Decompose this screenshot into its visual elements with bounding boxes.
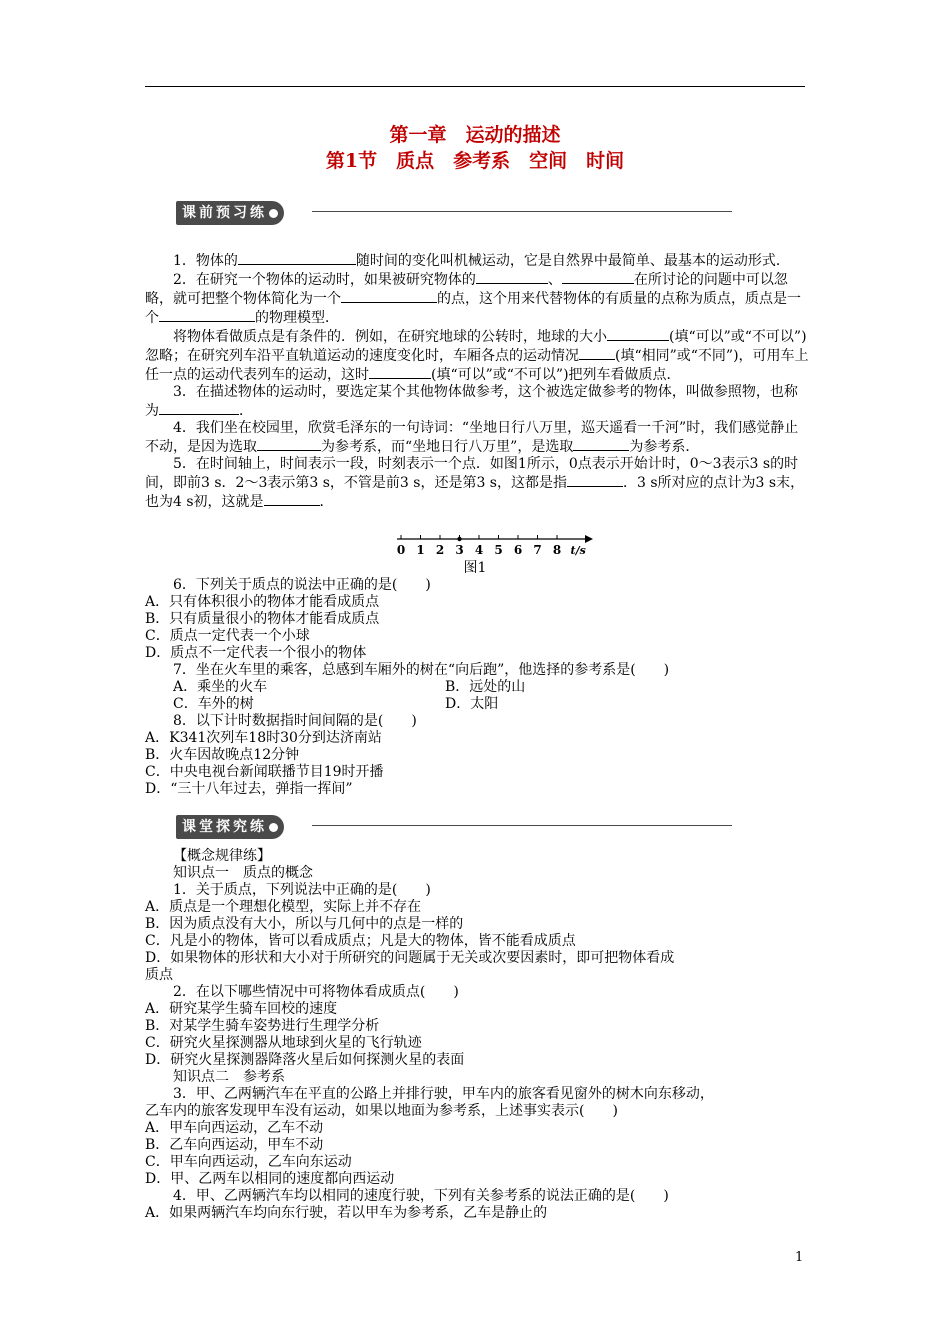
classroom-q1-stem: 1．关于质点，下列说法中正确的是( ) <box>173 882 431 898</box>
option: C．车外的树 <box>173 696 254 712</box>
classroom-section <box>145 848 809 1222</box>
axis-tick-label: 1 <box>416 543 425 557</box>
option: B．只有质量很小的物体才能看成质点 <box>145 611 380 627</box>
preview-q5: 5．在时间轴上，时间表示一段，时刻表示一个点．如图1所示，0点表示开始计时，0～3表示3 s的时间，即前3 s．2～3表示第3 s，不管是前3 s，还是第3 s，这都是指 ．3 s所对应的点计为3 s末，也为4 s初，这就是 ． <box>145 456 805 510</box>
banner-rule <box>312 211 732 212</box>
axis-point-marker <box>457 537 461 541</box>
option: B．火车因故晚点12分钟 <box>145 747 300 763</box>
classroom-banner-label: 课堂探究练 <box>182 819 267 835</box>
option: D．太阳 <box>445 696 499 712</box>
section-title: 第1节 质点 参考系 空间 时间 <box>325 150 625 172</box>
answer-blank <box>159 401 239 415</box>
answer-blank <box>369 365 431 379</box>
option: A．K341次列车18时30分到达济南站 <box>145 730 382 746</box>
option: B．乙车向西运动，甲车不动 <box>145 1137 324 1153</box>
axis-unit-label: t/s <box>570 544 586 557</box>
answer-blank <box>159 308 255 322</box>
classroom-q3-stem: 3．甲、乙两辆汽车在平直的公路上并排行驶，甲车内的旅客看见窗外的树木向东移动， <box>173 1086 714 1102</box>
axis-tick-label: 0 <box>396 543 406 557</box>
banner-rule <box>312 825 732 826</box>
answer-blank <box>579 346 615 360</box>
answer-blank <box>567 473 623 487</box>
answer-blank <box>341 289 437 303</box>
preview-banner-label: 课前预习练 <box>182 205 267 221</box>
option: C．凡是小的物体，皆可以看成质点；凡是大的物体，皆不能看成质点 <box>145 933 576 949</box>
figure-caption: 图1 <box>463 560 487 576</box>
option: B．因为质点没有大小，所以与几何中的点是一样的 <box>145 916 464 932</box>
axis-tick-label: 6 <box>513 543 523 557</box>
option-continuation: 质点 <box>145 967 173 983</box>
option-row <box>145 696 809 713</box>
page-number: 1 <box>795 1250 804 1265</box>
option: A．质点是一个理想化模型，实际上并不存在 <box>145 899 422 915</box>
option: D．质点不一定代表一个很小的物体 <box>145 645 367 661</box>
concept-heading: 【概念规律练】 <box>173 848 271 864</box>
answer-blank <box>562 270 634 284</box>
preview-q2: 2．在研究一个物体的运动时，如果被研究物体的 、 在所讨论的问题中可以忽略，就可把整个物体简化为一个 的点，这个用来代替物体的有质量的点称为质点，质点是一个 的物理模型． <box>145 272 801 326</box>
option: A．研究某学生骑车回校的速度 <box>145 1001 338 1017</box>
axis-tick-label: 2 <box>435 543 445 557</box>
dot-icon <box>269 823 278 832</box>
option: A．甲车向西运动，乙车不动 <box>145 1120 324 1136</box>
axis-tick-label: 8 <box>552 543 562 557</box>
preview-section <box>145 251 809 511</box>
option: D．“三十八年过去，弹指一挥间” <box>145 781 353 797</box>
knowledge-point-1: 知识点一 质点的概念 <box>173 865 313 881</box>
option: C．研究火星探测器从地球到火星的飞行轨迹 <box>145 1035 422 1051</box>
option: A．只有体积很小的物体才能看成质点 <box>145 594 380 610</box>
option: A．乘坐的火车 <box>173 679 268 695</box>
option: C．甲车向西运动，乙车向东运动 <box>145 1154 352 1170</box>
dot-icon <box>269 209 278 218</box>
classroom-q4-stem: 4．甲、乙两辆汽车均以相同的速度行驶，下列有关参考系的说法正确的是( ) <box>173 1188 669 1204</box>
axis-tick-label: 7 <box>533 543 542 557</box>
axis-tick-label: 3 <box>455 543 464 557</box>
classroom-q2-stem: 2．在以下哪些情况中可将物体看成质点( ) <box>173 984 459 1000</box>
option: D．研究火星探测器降落火星后如何探测火星的表面 <box>145 1052 465 1068</box>
knowledge-point-2: 知识点二 参考系 <box>173 1069 285 1085</box>
preview-q8-stem: 8．以下计时数据指时间间隔的是( ) <box>173 713 417 729</box>
preview-mcq <box>145 577 809 798</box>
answer-blank <box>607 327 669 341</box>
option: C．中央电视台新闻联播节目19时开播 <box>145 764 384 780</box>
option: B．远处的山 <box>445 679 526 695</box>
preview-q7-stem: 7．坐在火车里的乘客，总感到车厢外的树在“向后跑”，他选择的参考系是( ) <box>173 662 670 678</box>
option: C．质点一定代表一个小球 <box>145 628 310 644</box>
option: D．如果物体的形状和大小对于所研究的问题属于无关或次要因素时，即可把物体看成 <box>145 950 675 966</box>
top-rule <box>145 86 805 87</box>
preview-q6-stem: 6．下列关于质点的说法中正确的是( ) <box>173 577 431 593</box>
arrow-icon <box>585 535 593 543</box>
preview-q2b: 将物体看做质点是有条件的．例如，在研究地球的公转时，地球的大小 (填“可以”或“不可以”)忽略；在研究列车沿平直轨道运动的速度变化时，车厢各点的运动情况 (填“相同”或“不同”)，可用车上任一点的运动代表列车的运动，这时 (填“可以”或“不可以”)把列车看做质点． <box>145 329 809 383</box>
answer-blank <box>264 492 320 506</box>
preview-q3: 3．在描述物体的运动时，要选定某个其他物体做参考，这个被选定做参考的物体，叫做参照物，也称为 ． <box>145 384 798 419</box>
preview-q1: 1．物体的 随时间的变化叫机械运动，它是自然界中最简单、最基本的运动形式． <box>173 253 790 269</box>
answer-blank <box>476 270 548 284</box>
option: B．对某学生骑车姿势进行生理学分析 <box>145 1018 380 1034</box>
option: D．甲、乙两车以相同的速度都向西运动 <box>145 1171 395 1187</box>
axis-tick-label: 4 <box>474 543 484 557</box>
answer-blank <box>573 437 629 451</box>
classroom-q3-stem-cont: 乙车内的旅客发现甲车没有运动，如果以地面为参考系，上述事实表示( ) <box>145 1103 618 1119</box>
preview-q4: 4．我们坐在校园里，欣赏毛泽东的一句诗词：“坐地日行八万里，巡天遥看一千河”时，我们感觉静止不动，是因为选取 为参考系，而“坐地日行八万里”，是选取 为参考系． <box>145 420 799 455</box>
option-row <box>145 679 809 696</box>
answer-blank <box>257 437 321 451</box>
axis-tick-label: 5 <box>494 543 503 557</box>
answer-blank <box>238 251 356 265</box>
option: A．如果两辆汽车均向东行驶，若以甲车为参考系，乙车是静止的 <box>145 1205 548 1221</box>
chapter-title: 第一章 运动的描述 <box>389 124 561 146</box>
